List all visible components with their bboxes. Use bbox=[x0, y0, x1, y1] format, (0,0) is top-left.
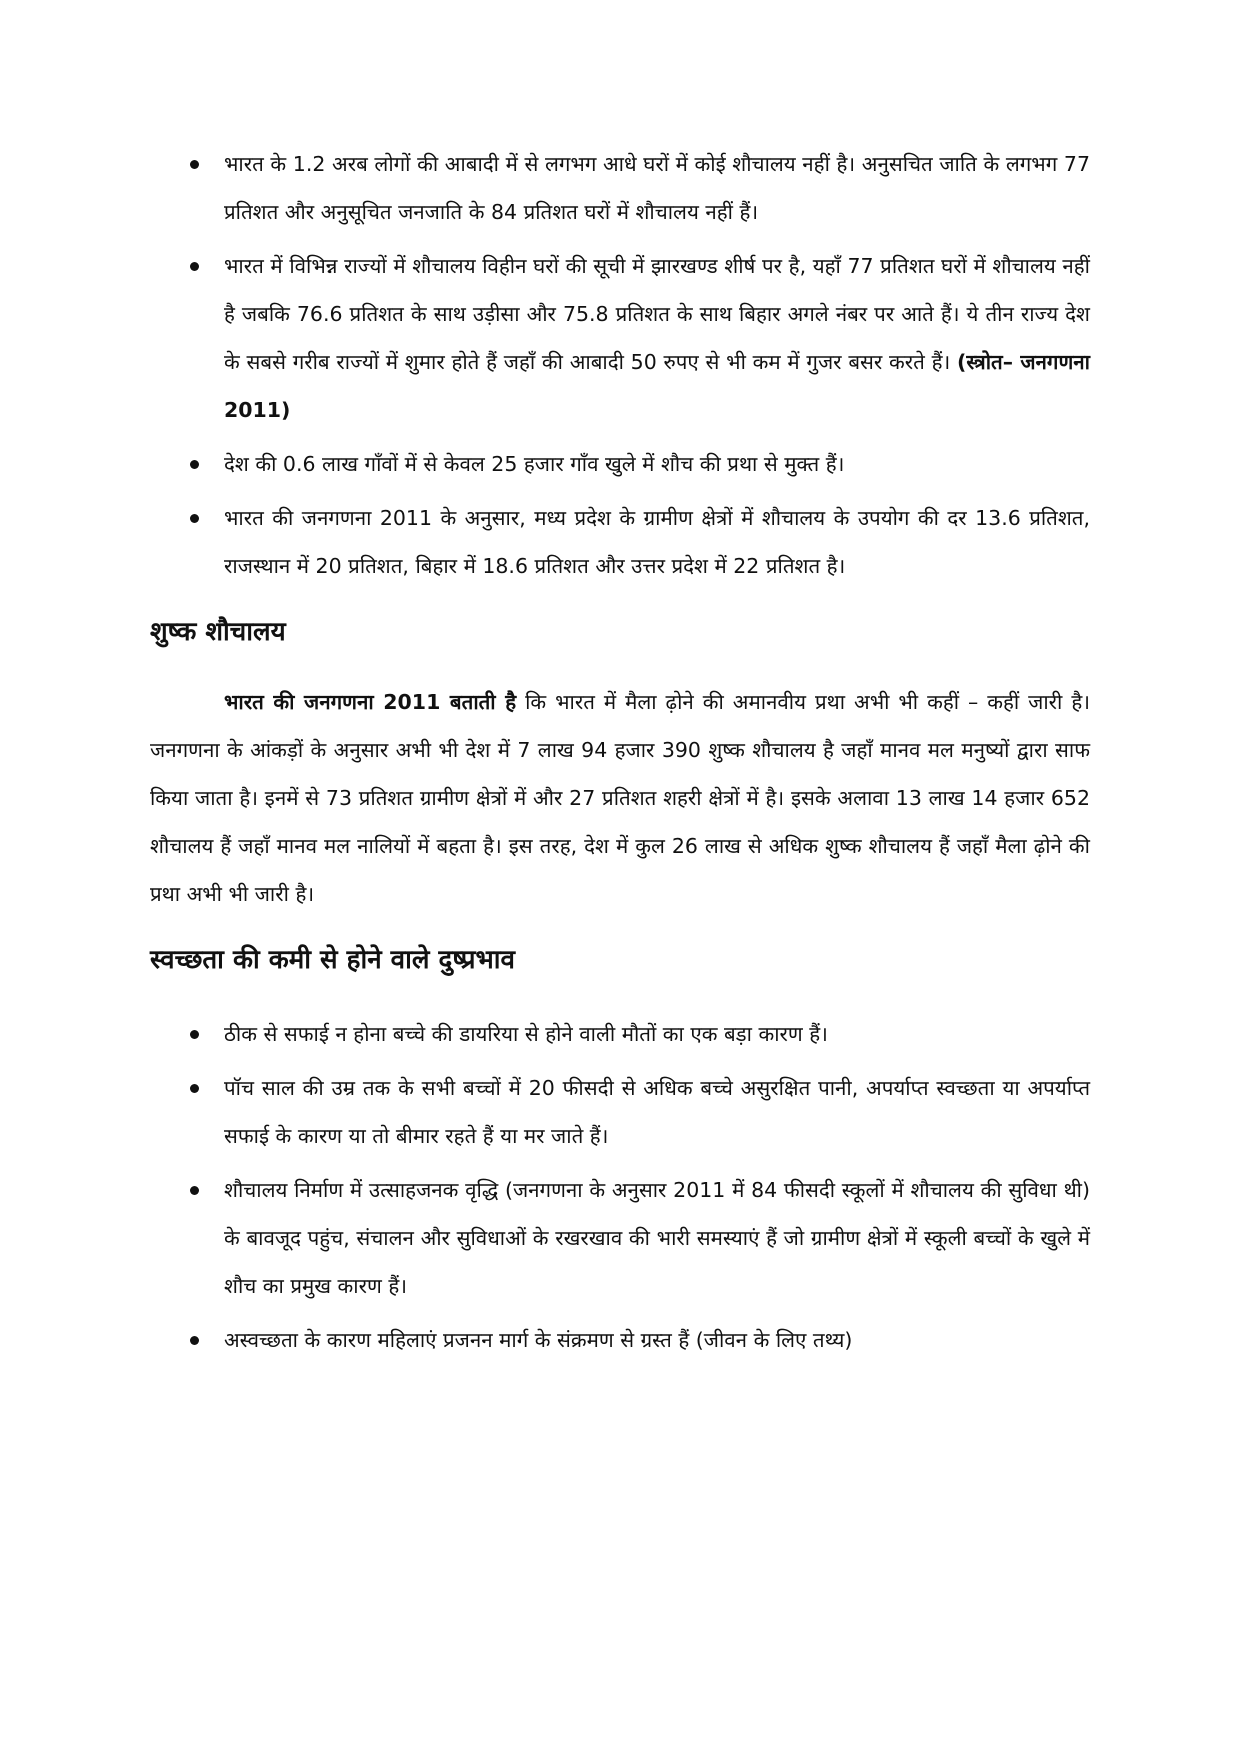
list-item-text: भारत के 1.2 अरब लोगों की आबादी में से लगभग आधे घरों में कोई शौचालय नहीं है। अनुसचित जाति के लगभग 77 प्रतिशत और अनुसूचित जनजाति के 84 प्रतिशत घरों में शौचालय नहीं हैं। bbox=[224, 152, 1090, 224]
list-item bbox=[150, 440, 1090, 488]
bullet-icon bbox=[190, 1030, 199, 1039]
bullet-icon bbox=[190, 1186, 199, 1195]
bullet-icon bbox=[190, 1336, 199, 1345]
bullet-icon bbox=[190, 514, 199, 523]
page-content bbox=[150, 140, 1090, 1370]
list-item-text: अस्वच्छता के कारण महिलाएं प्रजनन मार्ग के संक्रमण से ग्रस्त हैं (जीवन के लिए तथ्य) bbox=[224, 1328, 853, 1352]
census-facts-list bbox=[150, 140, 1090, 590]
dry-toilet-paragraph bbox=[150, 678, 1090, 918]
list-item bbox=[150, 242, 1090, 434]
list-item bbox=[150, 1064, 1090, 1160]
list-item bbox=[150, 1316, 1090, 1364]
list-item-text: भारत की जनगणना 2011 के अनुसार, मध्य प्रदेश के ग्रामीण क्षेत्रों में शौचालय के उपयोग की दर 13.6 प्रतिशत, राजस्थान में 20 प्रतिशत, बिहार में 18.6 प्रतिशत और उत्तर प्रदेश में 22 प्रतिशत है। bbox=[224, 506, 1090, 578]
list-item-text: भारत में विभिन्न राज्यों में शौचालय विहीन घरों की सूची में झारखण्ड शीर्ष पर है, यहाँ 77 प्रतिशत घरों में शौचालय नहीं है जबकि 76.6 प्रतिशत के साथ उड़ीसा और 75.8 प्रतिशत के साथ बिहार अगले नंबर पर आते हैं। ये तीन राज्य देश के सबसे गरीब राज्यों में शुमार होते हैं जहाँ की आबादी 50 रुपए से भी कम में गुजर बसर करते हैं। bbox=[224, 254, 1090, 374]
list-item-text: ठीक से सफाई न होना बच्चे की डायरिया से होने वाली मौतों का एक बड़ा कारण हैं। bbox=[224, 1022, 828, 1046]
paragraph-lead: भारत की जनगणना 2011 बताती है bbox=[224, 690, 517, 714]
list-item-text: शौचालय निर्माण में उत्साहजनक वृद्धि (जनगणना के अनुसार 2011 में 84 फीसदी स्कूलों में शौचालय की सुविधा थी) के बावजूद पहुंच, संचालन और सुविधाओं के रखरखाव की भारी समस्याएं हैं जो ग्रामीण क्षेत्रों में स्कूली बच्चों के खुले में शौच का प्रमुख कारण हैं। bbox=[224, 1178, 1090, 1298]
bullet-icon bbox=[190, 460, 199, 469]
list-item-text: पॉच साल की उम्र तक के सभी बच्चों में 20 फीसदी से अधिक बच्चे असुरक्षित पानी, अपर्याप्त स्वच्छता या अपर्याप्त सफाई के कारण या तो बीमार रहते हैं या मर जाते हैं। bbox=[224, 1076, 1090, 1148]
bullet-icon bbox=[190, 1084, 199, 1093]
sanitation-effects-list bbox=[150, 1010, 1090, 1364]
bullet-icon bbox=[190, 262, 199, 271]
dry-toilet-heading: शुष्क शौचालय bbox=[150, 617, 286, 647]
list-item bbox=[150, 1010, 1090, 1058]
source-note: (स्त्रोत– जनगणना 2011) bbox=[224, 350, 1090, 422]
list-item-text: देश की 0.6 लाख गाँवों में से केवल 25 हजार गाँव खुले में शौच की प्रथा से मुक्त हैं। bbox=[224, 452, 845, 476]
list-item bbox=[150, 140, 1090, 236]
list-item bbox=[150, 1166, 1090, 1310]
list-item bbox=[150, 494, 1090, 590]
bullet-icon bbox=[190, 160, 199, 169]
sanitation-effects-heading: स्वच्छता की कमी से होने वाले दुष्प्रभाव bbox=[150, 945, 515, 975]
paragraph-body: कि भारत में मैला ढ़ोने की अमानवीय प्रथा अभी भी कहीं – कहीं जारी है। जनगणना के आंकड़ों के अनुसार अभी भी देश में 7 लाख 94 हजार 390 शुष्क शौचालय है जहाँ मानव मल मनुष्यों द्वारा साफ किया जाता है। इनमें से 73 प्रतिशत ग्रामीण क्षेत्रों में और 27 प्रतिशत शहरी क्षेत्रों में है। इसके अलावा 13 लाख 14 हजार 652 शौचालय हैं जहाँ मानव मल नालियों में बहता है। इस तरह, देश में कुल 26 लाख से अधिक शुष्क शौचालय हैं जहाँ मैला ढ़ोने की प्रथा अभी भी जारी है। bbox=[150, 690, 1090, 906]
